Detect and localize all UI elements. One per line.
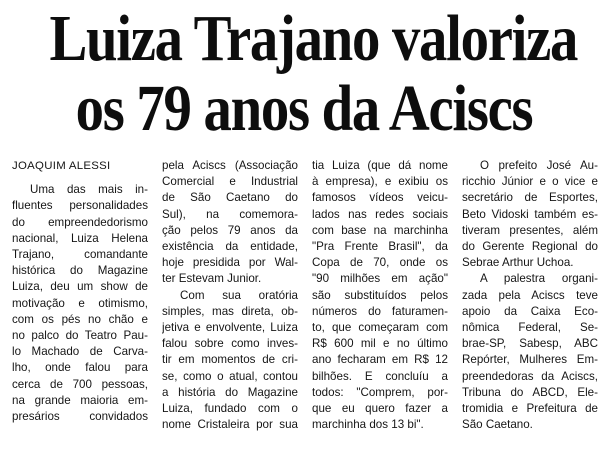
article-column-2 [162,158,298,433]
text-line: Uma das mais in- [30,183,148,197]
text-line: motivação e otimismo, [12,296,148,310]
text-line: nome Cristaleira por sua [162,418,298,432]
text-line: do Gerente Regional do [462,240,598,254]
text-line: nômica Federal, Se- [462,321,598,335]
text-line: jetiva e envolvente, Luiza [162,321,298,335]
text-line: lados nas redes sociais [312,207,448,221]
text-line: fluentes personalidades [12,199,148,213]
article-column-3 [312,158,448,433]
text-line: se, como o atual, contou [162,369,298,383]
article-column-4 [462,158,598,433]
text-line: de São Caetano do [162,191,298,205]
text-line: no palco do Teatro Pau- [12,329,148,343]
text-line: ter Estevam Junior. [162,272,262,286]
text-line: apoio da Caixa Eco- [462,304,598,318]
headline-line-2: os 79 anos da Aciscs [75,72,533,145]
text-line: Trajano, comandante [12,248,148,262]
text-line: a história do Magazine [162,385,298,399]
text-line: falou sobre como inves- [162,337,298,351]
text-line: O prefeito José Au- [480,159,598,172]
article-column-1 [12,158,148,425]
text-line: "Pra Frente Brasil", da [312,240,448,254]
text-line: nacional, Luiza Helena [12,231,148,245]
text-line: à empresa), e exibiu os [312,175,448,189]
text-line: Beto Vidoski também es- [462,207,598,221]
text-line: "90 milhões em ação" [312,272,448,286]
text-line: tiveram presentes, além [462,223,598,237]
text-line: ção pelos 79 anos da [162,223,298,237]
byline: JOAQUIM ALESSI [12,160,111,172]
text-line: zada pela Aciscs teve [462,288,598,302]
text-line: tia Luiza (que dá nome [312,159,448,172]
text-line: preendedoras da Aciscs, [462,369,598,383]
text-line: secretário de Esportes, [462,191,598,205]
text-line: Copa de 70, onde os [312,256,448,270]
text-line: lho, onde falou para [12,361,148,375]
text-line: R$ 600 mil e no último [312,337,448,351]
text-line: Sebrae Arthur Uchoa. [462,256,574,270]
text-line: Comercial e Industrial [162,175,298,189]
text-line: existência da entidade, [162,240,298,254]
text-line: pela Aciscs (Associação [162,159,298,172]
text-line: números do faturamen- [312,304,448,318]
text-line: Sul), na comemora- [162,207,298,221]
text-line: Tribuna do ABCD, Ele- [462,385,598,399]
text-line: ricchio Júnior e o vice e [462,175,598,189]
text-line: tromidia e Prefeitura de [462,402,598,416]
text-line: presários convidados [12,410,148,424]
text-line: histórica do Magazine [12,264,148,278]
text-line: Repórter, Mulheres Em- [462,353,598,367]
text-line: simples, mas direta, ob- [162,304,298,318]
text-line: com base na marchinha [312,223,448,237]
article-body [6,158,598,448]
text-line: cerca de 700 pessoas, [12,377,148,391]
text-line: Luiza, deu um show de [12,280,148,294]
text-line: Luiza, fundado com o [162,402,298,416]
text-line: brae-SP, Sabesp, ABC [462,337,598,351]
text-line: com os pés no chão e [12,312,148,326]
text-line: Com sua oratória [180,288,298,302]
text-line: São Caetano. [462,418,533,432]
text-line: são substituídos pelos [312,288,448,302]
text-line: que eu quero fazer a [312,402,448,416]
text-line: bilhões. E concluíu a [312,369,448,383]
text-line: to, que começaram com [312,321,448,335]
text-line: A palestra organi- [480,272,598,286]
text-line: lo Machado de Carva- [12,345,148,359]
text-line: famosos vídeos veicu- [312,191,448,205]
text-line: tir em momentos de cri- [162,353,298,367]
text-line: na grande maioria em- [12,393,148,407]
text-line: do empreendedorismo [12,215,148,229]
text-line: todos: "Comprem, por- [312,385,448,399]
text-line: ano fecharam em R$ 12 [312,353,448,367]
headline-line-1: Luiza Trajano valoriza [49,2,578,75]
text-line: hoje presidida por Wal- [162,256,298,270]
headline [49,2,578,145]
text-line: marchinha dos 13 bi". [312,418,424,432]
